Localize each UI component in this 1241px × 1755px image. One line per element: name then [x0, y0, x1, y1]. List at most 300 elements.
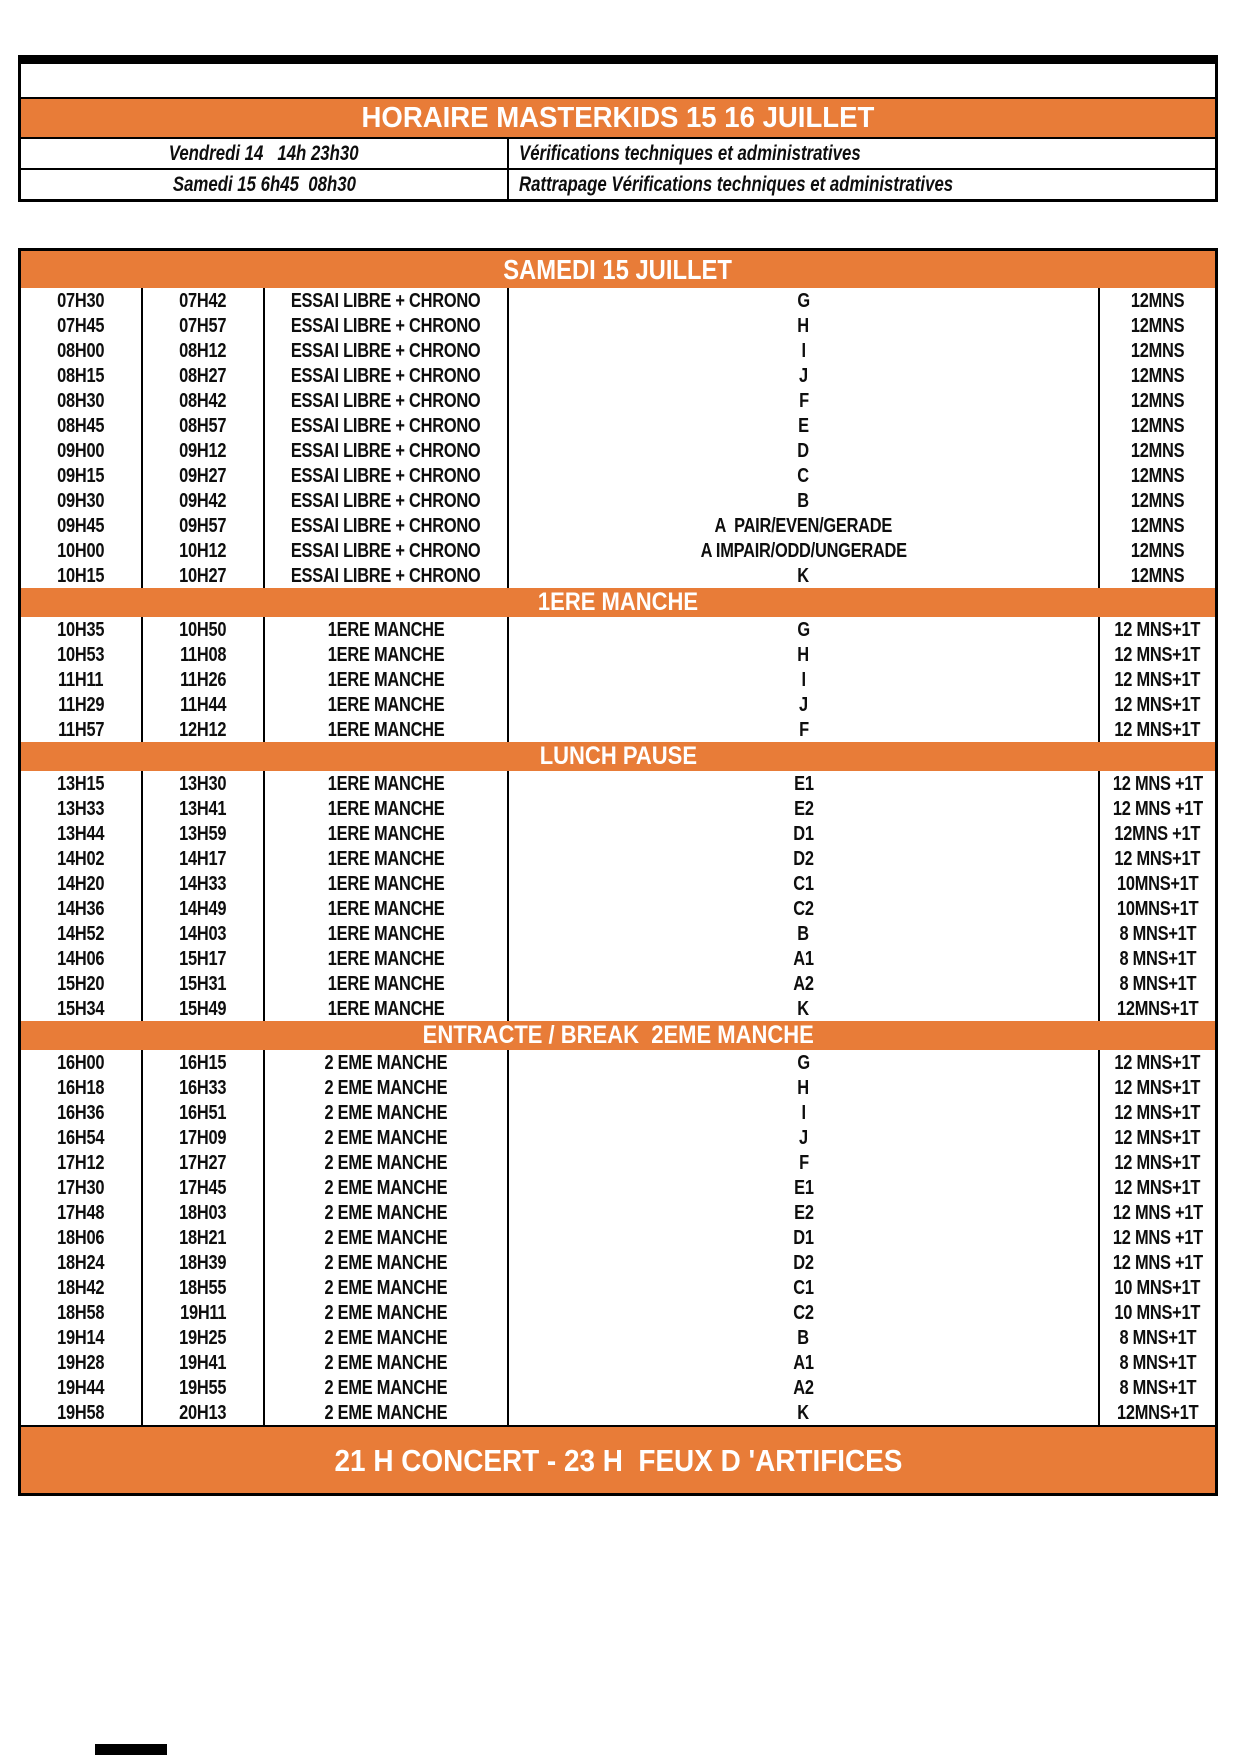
session-cell	[265, 846, 509, 871]
start-time-cell	[21, 996, 143, 1021]
schedule-row	[21, 946, 1215, 971]
start-time-cell	[21, 1125, 143, 1150]
start-time-cell	[21, 796, 143, 821]
duration-cell-text: 12 MNS+1T	[1114, 1076, 1201, 1099]
duration-cell	[1100, 642, 1215, 667]
duration-cell	[1100, 896, 1215, 921]
group-cell	[509, 946, 1100, 971]
end-time-cell-text: 09H27	[179, 464, 227, 487]
schedule-row	[21, 538, 1215, 563]
schedule-row	[21, 1175, 1215, 1200]
start-time-cell-text: 16H54	[57, 1126, 105, 1149]
start-time-cell	[21, 338, 143, 363]
group-cell-text: G	[797, 289, 810, 312]
session-cell-text: 2 EME MANCHE	[324, 1301, 448, 1324]
session-cell	[265, 1300, 509, 1325]
duration-cell	[1100, 1325, 1215, 1350]
duration-cell-text: 12 MNS+1T	[1114, 1051, 1201, 1074]
session-cell	[265, 1050, 509, 1075]
session-cell	[265, 771, 509, 796]
schedule-row	[21, 288, 1215, 313]
end-time-cell-text: 19H55	[179, 1376, 227, 1399]
start-time-cell	[21, 1225, 143, 1250]
duration-cell	[1100, 692, 1215, 717]
duration-cell	[1100, 1075, 1215, 1100]
start-time-cell-text: 13H44	[57, 822, 105, 845]
duration-cell	[1100, 821, 1215, 846]
duration-cell-text: 12MNS	[1130, 414, 1185, 437]
start-time-cell-text: 19H28	[57, 1351, 105, 1374]
duration-cell-text: 10 MNS+1T	[1114, 1301, 1201, 1324]
session-cell-text: ESSAI LIBRE + CHRONO	[291, 339, 481, 362]
duration-cell-text: 12 MNS+1T	[1114, 1151, 1201, 1174]
section-band	[21, 742, 1215, 771]
footer-note: 21 H CONCERT - 23 H FEUX D 'ARTIFICES	[334, 1442, 902, 1478]
start-time-cell-text: 08H15	[57, 364, 105, 387]
start-time-cell-text: 13H15	[57, 772, 105, 795]
group-cell-text: C2	[793, 1301, 814, 1324]
duration-cell-text: 12 MNS +1T	[1112, 1251, 1203, 1274]
session-cell	[265, 488, 509, 513]
group-cell	[509, 1175, 1100, 1200]
start-time-cell-text: 14H36	[57, 897, 105, 920]
schedule-row	[21, 796, 1215, 821]
end-time-cell	[143, 692, 265, 717]
schedule-row	[21, 388, 1215, 413]
end-time-cell-text: 18H03	[179, 1201, 227, 1224]
end-time-cell	[143, 313, 265, 338]
group-cell-text: C1	[793, 872, 814, 895]
duration-cell	[1100, 1375, 1215, 1400]
session-cell-text: 2 EME MANCHE	[324, 1101, 448, 1124]
start-time-cell-text: 09H00	[57, 439, 105, 462]
end-time-cell-text: 10H27	[179, 564, 227, 587]
schedule-row	[21, 1050, 1215, 1075]
start-time-cell	[21, 1350, 143, 1375]
duration-cell-text: 12 MNS+1T	[1114, 1126, 1201, 1149]
group-cell-text: B	[797, 1326, 810, 1349]
duration-cell-text: 12MNS	[1130, 339, 1185, 362]
group-cell	[509, 1250, 1100, 1275]
end-time-cell-text: 11H08	[179, 643, 227, 666]
duration-cell-text: 12 MNS+1T	[1114, 1176, 1201, 1199]
end-time-cell	[143, 1075, 265, 1100]
end-time-cell	[143, 821, 265, 846]
session-cell	[265, 1250, 509, 1275]
end-time-cell-text: 10H50	[179, 618, 227, 641]
end-time-cell	[143, 1375, 265, 1400]
event-info-table	[18, 55, 1218, 202]
group-cell	[509, 1075, 1100, 1100]
group-cell-text: F	[798, 718, 809, 741]
end-time-cell-text: 09H12	[179, 439, 227, 462]
session-cell	[265, 1200, 509, 1225]
group-cell	[509, 796, 1100, 821]
schedule-row	[21, 513, 1215, 538]
group-cell-text: C	[797, 464, 810, 487]
duration-cell-text: 12MNS	[1130, 489, 1185, 512]
group-cell	[509, 313, 1100, 338]
start-time-cell	[21, 438, 143, 463]
group-cell-text: F	[798, 389, 809, 412]
start-time-cell	[21, 771, 143, 796]
start-time-cell-text: 19H14	[57, 1326, 105, 1349]
schedule-row	[21, 488, 1215, 513]
session-cell	[265, 1325, 509, 1350]
event-info-desc-cell-text: Rattrapage Vérifications techniques et administratives	[519, 173, 954, 196]
duration-cell	[1100, 338, 1215, 363]
duration-cell	[1100, 388, 1215, 413]
end-time-cell	[143, 488, 265, 513]
session-cell	[265, 1225, 509, 1250]
end-time-cell-text: 08H57	[179, 414, 227, 437]
event-info-date-cell	[21, 170, 509, 199]
session-cell	[265, 946, 509, 971]
group-cell	[509, 996, 1100, 1021]
end-time-cell	[143, 896, 265, 921]
event-info-desc-cell	[509, 139, 1215, 168]
duration-cell-text: 12 MNS+1T	[1114, 718, 1201, 741]
start-time-cell	[21, 1325, 143, 1350]
duration-cell-text: 12 MNS +1T	[1112, 1226, 1203, 1249]
group-cell-text: H	[797, 1076, 810, 1099]
start-time-cell	[21, 921, 143, 946]
duration-cell-text: 12 MNS +1T	[1112, 772, 1203, 795]
session-cell	[265, 1175, 509, 1200]
session-cell	[265, 896, 509, 921]
schedule-row	[21, 1275, 1215, 1300]
start-time-cell-text: 09H30	[57, 489, 105, 512]
session-cell	[265, 1275, 509, 1300]
duration-cell	[1100, 313, 1215, 338]
event-info-date-cell-text: Vendredi 14 14h 23h30	[169, 142, 359, 165]
end-time-cell-text: 19H11	[179, 1301, 227, 1324]
end-time-cell-text: 11H26	[179, 668, 227, 691]
duration-cell-text: 12 MNS+1T	[1114, 847, 1201, 870]
event-info-desc-cell-text: Vérifications techniques et administratives	[519, 142, 861, 165]
end-time-cell	[143, 438, 265, 463]
schedule-row	[21, 821, 1215, 846]
section-band	[21, 588, 1215, 617]
end-time-cell	[143, 1125, 265, 1150]
session-cell-text: 2 EME MANCHE	[324, 1076, 448, 1099]
end-time-cell-text: 17H09	[179, 1126, 227, 1149]
start-time-cell-text: 14H06	[57, 947, 105, 970]
start-time-cell-text: 18H42	[57, 1276, 105, 1299]
duration-cell	[1100, 1300, 1215, 1325]
session-cell-text: ESSAI LIBRE + CHRONO	[291, 314, 481, 337]
session-cell	[265, 1100, 509, 1125]
schedule-row	[21, 463, 1215, 488]
end-time-cell	[143, 996, 265, 1021]
duration-cell	[1100, 921, 1215, 946]
group-cell-text: A IMPAIR/ODD/UNGERADE	[700, 539, 907, 562]
duration-cell	[1100, 971, 1215, 996]
duration-cell-text: 10MNS+1T	[1116, 872, 1199, 895]
session-cell-text: 1ERE MANCHE	[327, 797, 445, 820]
end-time-cell	[143, 946, 265, 971]
group-cell	[509, 871, 1100, 896]
duration-cell-text: 12 MNS+1T	[1114, 643, 1201, 666]
session-cell	[265, 796, 509, 821]
duration-cell	[1100, 996, 1215, 1021]
schedule-row	[21, 1350, 1215, 1375]
group-cell	[509, 667, 1100, 692]
group-cell	[509, 971, 1100, 996]
group-cell-text: G	[797, 1051, 810, 1074]
schedule-row	[21, 667, 1215, 692]
group-cell-text: D2	[793, 847, 814, 870]
end-time-cell	[143, 971, 265, 996]
footer-band	[21, 1425, 1215, 1493]
duration-cell-text: 12MNS	[1130, 564, 1185, 587]
session-cell-text: 2 EME MANCHE	[324, 1351, 448, 1374]
session-cell-text: 2 EME MANCHE	[324, 1051, 448, 1074]
end-time-cell-text: 10H12	[179, 539, 227, 562]
session-cell-text: 1ERE MANCHE	[327, 872, 445, 895]
session-cell	[265, 438, 509, 463]
session-cell-text: 1ERE MANCHE	[327, 922, 445, 945]
group-cell-text: I	[801, 339, 806, 362]
group-cell-text: K	[797, 564, 810, 587]
start-time-cell	[21, 1400, 143, 1425]
day-title: SAMEDI 15 JUILLET	[503, 253, 733, 285]
duration-cell	[1100, 563, 1215, 588]
session-cell-text: 1ERE MANCHE	[327, 947, 445, 970]
page-title: HORAIRE MASTERKIDS 15 16 JUILLET	[361, 101, 875, 134]
start-time-cell-text: 17H48	[57, 1201, 105, 1224]
session-cell-text: ESSAI LIBRE + CHRONO	[291, 539, 481, 562]
session-cell-text: 2 EME MANCHE	[324, 1226, 448, 1249]
end-time-cell-text: 09H57	[179, 514, 227, 537]
section-band-text: ENTRACTE / BREAK 2EME MANCHE	[422, 1021, 814, 1049]
group-cell-text: E2	[793, 1201, 814, 1224]
group-cell	[509, 642, 1100, 667]
session-cell-text: 1ERE MANCHE	[327, 847, 445, 870]
group-cell-text: A PAIR/EVEN/GERADE	[714, 514, 893, 537]
duration-cell	[1100, 363, 1215, 388]
end-time-cell-text: 15H31	[179, 972, 227, 995]
end-time-cell	[143, 413, 265, 438]
start-time-cell-text: 16H36	[57, 1101, 105, 1124]
duration-cell-text: 12 MNS+1T	[1114, 668, 1201, 691]
end-time-cell-text: 08H27	[179, 364, 227, 387]
duration-cell	[1100, 1400, 1215, 1425]
start-time-cell	[21, 538, 143, 563]
end-time-cell	[143, 388, 265, 413]
end-time-cell-text: 07H57	[179, 314, 227, 337]
session-cell-text: 1ERE MANCHE	[327, 897, 445, 920]
session-cell	[265, 667, 509, 692]
session-cell	[265, 563, 509, 588]
schedule-row	[21, 1125, 1215, 1150]
schedule-row	[21, 1300, 1215, 1325]
group-cell-text: H	[797, 314, 810, 337]
schedule-row	[21, 363, 1215, 388]
group-cell-text: H	[797, 643, 810, 666]
group-cell	[509, 1275, 1100, 1300]
session-cell-text: 2 EME MANCHE	[324, 1376, 448, 1399]
end-time-cell	[143, 1325, 265, 1350]
start-time-cell	[21, 1075, 143, 1100]
start-time-cell	[21, 1300, 143, 1325]
session-cell	[265, 996, 509, 1021]
start-time-cell-text: 18H24	[57, 1251, 105, 1274]
session-cell-text: ESSAI LIBRE + CHRONO	[291, 439, 481, 462]
session-cell-text: 1ERE MANCHE	[327, 718, 445, 741]
group-cell	[509, 413, 1100, 438]
event-info-desc-cell	[509, 170, 1215, 199]
duration-cell	[1100, 1200, 1215, 1225]
duration-cell-text: 12MNS	[1130, 314, 1185, 337]
start-time-cell	[21, 642, 143, 667]
duration-cell-text: 12MNS +1T	[1114, 822, 1201, 845]
duration-cell-text: 12 MNS+1T	[1114, 1101, 1201, 1124]
group-cell	[509, 1325, 1100, 1350]
session-cell	[265, 338, 509, 363]
group-cell-text: E1	[793, 1176, 814, 1199]
end-time-cell-text: 08H42	[179, 389, 227, 412]
group-cell	[509, 1100, 1100, 1125]
session-cell-text: 2 EME MANCHE	[324, 1201, 448, 1224]
schedule-row	[21, 896, 1215, 921]
session-cell	[265, 617, 509, 642]
page-corner-mark	[95, 1744, 167, 1755]
duration-cell-text: 8 MNS+1T	[1119, 1326, 1196, 1349]
end-time-cell-text: 15H17	[179, 947, 227, 970]
duration-cell	[1100, 1275, 1215, 1300]
session-cell-text: 1ERE MANCHE	[327, 822, 445, 845]
group-cell	[509, 1050, 1100, 1075]
group-cell	[509, 388, 1100, 413]
start-time-cell-text: 07H45	[57, 314, 105, 337]
session-cell-text: 2 EME MANCHE	[324, 1401, 448, 1424]
group-cell	[509, 563, 1100, 588]
session-cell	[265, 1075, 509, 1100]
start-time-cell-text: 14H02	[57, 847, 105, 870]
duration-cell-text: 8 MNS+1T	[1119, 1351, 1196, 1374]
duration-cell-text: 12MNS	[1130, 514, 1185, 537]
group-cell	[509, 1375, 1100, 1400]
end-time-cell	[143, 667, 265, 692]
session-cell-text: ESSAI LIBRE + CHRONO	[291, 489, 481, 512]
duration-cell	[1100, 1100, 1215, 1125]
session-cell	[265, 313, 509, 338]
end-time-cell-text: 14H49	[179, 897, 227, 920]
session-cell-text: 1ERE MANCHE	[327, 972, 445, 995]
start-time-cell-text: 07H30	[57, 289, 105, 312]
session-cell-text: 2 EME MANCHE	[324, 1251, 448, 1274]
event-info-date-cell-text: Samedi 15 6h45 08h30	[172, 173, 356, 196]
end-time-cell-text: 19H41	[179, 1351, 227, 1374]
session-cell	[265, 692, 509, 717]
group-cell	[509, 821, 1100, 846]
start-time-cell-text: 19H58	[57, 1401, 105, 1424]
start-time-cell-text: 15H34	[57, 997, 105, 1020]
duration-cell	[1100, 1050, 1215, 1075]
start-time-cell-text: 09H15	[57, 464, 105, 487]
start-time-cell	[21, 1100, 143, 1125]
duration-cell	[1100, 771, 1215, 796]
group-cell	[509, 846, 1100, 871]
day-schedule-table	[18, 248, 1218, 1496]
end-time-cell	[143, 1175, 265, 1200]
session-cell-text: 1ERE MANCHE	[327, 643, 445, 666]
end-time-cell-text: 13H59	[179, 822, 227, 845]
duration-cell	[1100, 871, 1215, 896]
start-time-cell	[21, 1250, 143, 1275]
group-cell-text: E1	[793, 772, 814, 795]
duration-cell	[1100, 1350, 1215, 1375]
end-time-cell-text: 17H27	[179, 1151, 227, 1174]
group-cell-text: D2	[793, 1251, 814, 1274]
duration-cell-text: 10MNS+1T	[1116, 897, 1199, 920]
group-cell	[509, 1400, 1100, 1425]
end-time-cell	[143, 1275, 265, 1300]
start-time-cell-text: 14H52	[57, 922, 105, 945]
end-time-cell	[143, 921, 265, 946]
schedule-row	[21, 692, 1215, 717]
duration-cell	[1100, 846, 1215, 871]
session-cell-text: ESSAI LIBRE + CHRONO	[291, 414, 481, 437]
session-cell	[265, 1125, 509, 1150]
session-cell	[265, 1350, 509, 1375]
schedule-row	[21, 1200, 1215, 1225]
start-time-cell	[21, 971, 143, 996]
group-cell-text: E2	[793, 797, 814, 820]
duration-cell	[1100, 438, 1215, 463]
event-info-rows	[21, 139, 1215, 199]
end-time-cell	[143, 617, 265, 642]
group-cell	[509, 438, 1100, 463]
schedule-row	[21, 1250, 1215, 1275]
start-time-cell	[21, 1200, 143, 1225]
start-time-cell-text: 08H30	[57, 389, 105, 412]
session-cell	[265, 413, 509, 438]
duration-cell	[1100, 1125, 1215, 1150]
group-cell	[509, 921, 1100, 946]
end-time-cell	[143, 1350, 265, 1375]
start-time-cell	[21, 488, 143, 513]
duration-cell-text: 12MNS	[1130, 389, 1185, 412]
schedule-row	[21, 921, 1215, 946]
end-time-cell	[143, 1250, 265, 1275]
group-cell	[509, 338, 1100, 363]
start-time-cell	[21, 717, 143, 742]
start-time-cell-text: 10H00	[57, 539, 105, 562]
group-cell	[509, 488, 1100, 513]
group-cell-text: K	[797, 997, 810, 1020]
session-cell	[265, 388, 509, 413]
schedule-row	[21, 717, 1215, 742]
end-time-cell	[143, 338, 265, 363]
schedule-row	[21, 642, 1215, 667]
end-time-cell-text: 18H21	[179, 1226, 227, 1249]
end-time-cell	[143, 771, 265, 796]
group-cell-text: A1	[793, 947, 814, 970]
group-cell	[509, 771, 1100, 796]
end-time-cell-text: 09H42	[179, 489, 227, 512]
end-time-cell-text: 18H39	[179, 1251, 227, 1274]
group-cell-text: D1	[793, 822, 814, 845]
group-cell-text: B	[797, 489, 810, 512]
duration-cell	[1100, 413, 1215, 438]
duration-cell	[1100, 617, 1215, 642]
start-time-cell	[21, 413, 143, 438]
session-cell-text: 1ERE MANCHE	[327, 772, 445, 795]
schedule-row	[21, 771, 1215, 796]
group-cell	[509, 717, 1100, 742]
